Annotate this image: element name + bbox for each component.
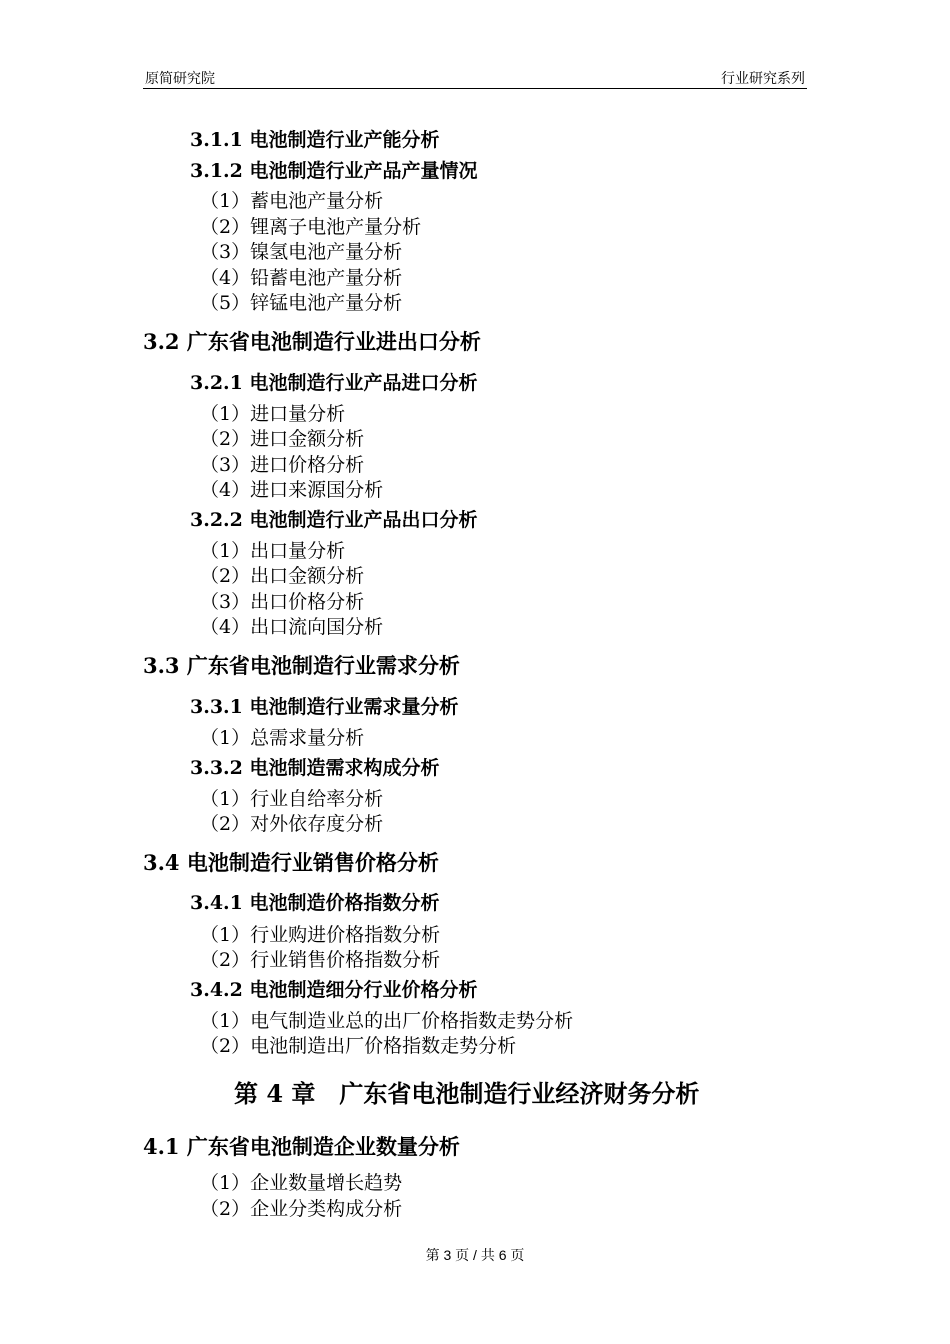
toc-section-heading: 3.4 电池制造行业销售价格分析 [143,850,439,875]
toc-item: （4）进口来源国分析 [200,479,384,501]
toc-chapter-heading: 第 4 章 广东省电池制造行业经济财务分析 [234,1079,700,1108]
toc-section-heading: 3.4.1 电池制造价格指数分析 [190,892,440,914]
page-footer: 第 3 页 / 共 6 页 [425,1247,525,1263]
toc-section-heading: 3.3 广东省电池制造行业需求分析 [143,653,460,678]
toc-item: （2）行业销售价格指数分析 [200,949,441,971]
toc-item: （1）行业购进价格指数分析 [200,924,441,946]
header-publisher: 原简研究院 [145,70,215,86]
toc-item: （1）进口量分析 [200,403,346,425]
toc-section-heading: 3.3.1 电池制造行业需求量分析 [190,696,459,718]
toc-item: （3）出口价格分析 [200,591,365,613]
toc-section-heading: 3.1.1 电池制造行业产能分析 [190,129,440,151]
toc-item: （4）出口流向国分析 [200,616,384,638]
toc-section-heading: 3.4.2 电池制造细分行业价格分析 [190,979,478,1001]
toc-section-heading: 3.2.2 电池制造行业产品出口分析 [190,509,478,531]
toc-item: （1）企业数量增长趋势 [200,1172,403,1194]
toc-item: （1）蓄电池产量分析 [200,190,384,212]
toc-item: （2）进口金额分析 [200,428,365,450]
toc-item: （1）总需求量分析 [200,727,365,749]
toc-section-heading: 4.1 广东省电池制造企业数量分析 [143,1134,460,1159]
toc-item: （2）对外依存度分析 [200,813,384,835]
toc-item: （2）出口金额分析 [200,565,365,587]
header-series: 行业研究系列 [721,70,805,86]
toc-section-heading: 3.2 广东省电池制造行业进出口分析 [143,329,481,354]
toc-section-heading: 3.1.2 电池制造行业产品产量情况 [190,160,478,182]
toc-section-heading: 3.2.1 电池制造行业产品进口分析 [190,372,478,394]
toc-item: （2）电池制造出厂价格指数走势分析 [200,1035,517,1057]
toc-item: （4）铅蓄电池产量分析 [200,267,403,289]
page-header [143,66,807,89]
toc-item: （1）行业自给率分析 [200,788,384,810]
toc-section-heading: 3.3.2 电池制造需求构成分析 [190,757,440,779]
toc-item: （2）企业分类构成分析 [200,1198,403,1220]
toc-item: （1）出口量分析 [200,540,346,562]
toc-item: （2）锂离子电池产量分析 [200,216,422,238]
toc-item: （5）锌锰电池产量分析 [200,292,403,314]
toc-item: （3）进口价格分析 [200,454,365,476]
toc-item: （1）电气制造业总的出厂价格指数走势分析 [200,1010,574,1032]
toc-item: （3）镍氢电池产量分析 [200,241,403,263]
